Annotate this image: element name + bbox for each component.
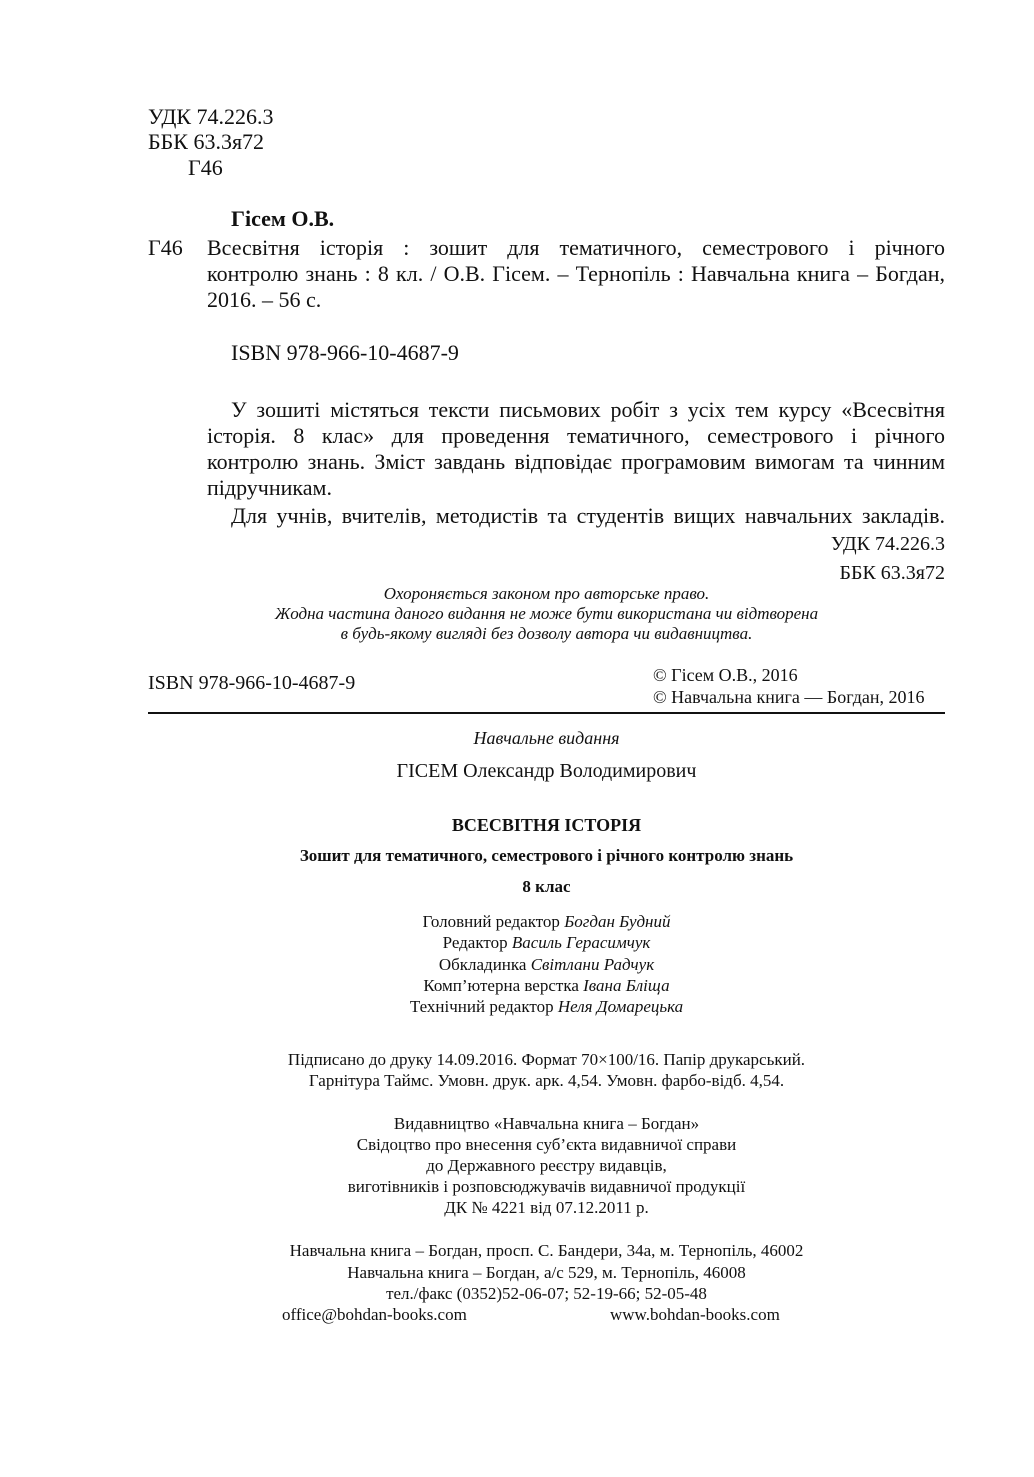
publisher-line: виготівників і розповсюджувачів видавничої продукції <box>347 1177 746 1196</box>
print-specs-line1: Підписано до друку 14.09.2016. Формат 70×100/16. Папір друкарський. <box>287 1050 806 1069</box>
annotation-audience: Для учнів, вчителів, методистів та студентів вищих навчальних закладів. <box>231 503 945 528</box>
copyright-publisher: © Навчальна книга — Богдан, 2016 <box>653 687 925 707</box>
address-line1: Навчальна книга – Богдан, просп. С. Бандери, 34а, м. Тернопіль, 46002 <box>289 1241 804 1260</box>
credit-role: Обкладинка <box>438 955 527 974</box>
author-full-name: ГІСЕМ Олександр Володимирович <box>396 760 697 782</box>
credit-role: Комп’ютерна верстка <box>423 976 579 995</box>
annotation-udk: УДК 74.226.3 <box>830 533 945 555</box>
author-sign: Г46 <box>188 155 223 180</box>
publisher-line: Свідоцтво про внесення суб’єкта видавничої справи <box>356 1135 737 1154</box>
credit-cover <box>148 954 945 975</box>
website-link[interactable]: www.bohdan-books.com <box>610 1305 780 1324</box>
record-description: контролю знань : 8 кл. / О.В. Гісем. – Тернопіль : Навчальна книга – Богдан, 2016. – 56 с. <box>207 261 945 312</box>
record-isbn: ISBN 978-966-10-4687-9 <box>231 340 459 365</box>
credit-name: Василь Герасимчук <box>511 933 651 952</box>
publisher-line: Видавництво «Навчальна книга – Богдан» <box>393 1114 700 1133</box>
isbn-bottom: ISBN 978-966-10-4687-9 <box>148 672 356 694</box>
credit-role: Технічний редактор <box>409 997 554 1016</box>
publisher-line: до Державного реєстру видавців, <box>426 1156 667 1175</box>
record-description-line1: Всесвітня історія : зошит для тематичного, семестрового і річного <box>207 235 945 260</box>
credit-role: Головний редактор <box>422 912 560 931</box>
book-title: ВСЕСВІТНЯ ІСТОРІЯ <box>451 815 642 835</box>
record-author: Гісем О.В. <box>231 206 335 231</box>
credit-layout <box>148 975 945 996</box>
credit-name: Неля Домарецька <box>557 997 684 1016</box>
address-line2: Навчальна книга – Богдан, а/с 529, м. Тернопіль, 46008 <box>347 1263 746 1282</box>
copyright-author: © Гісем О.В., 2016 <box>653 665 798 685</box>
credit-role: Редактор <box>442 933 508 952</box>
credit-chief-editor <box>148 911 945 932</box>
credit-name: Світлани Радчук <box>530 955 655 974</box>
record-code: Г46 <box>148 235 183 260</box>
separator-rule <box>148 712 945 714</box>
credit-editor <box>148 932 945 953</box>
credit-name: Богдан Будний <box>564 912 671 931</box>
credit-tech-editor <box>148 996 945 1017</box>
annotation-bbk: ББК 63.3я72 <box>839 562 945 584</box>
copyright-notice-line1: Охороняється законом про авторське право. <box>383 584 710 603</box>
edition-type: Навчальне видання <box>473 728 620 748</box>
credit-name: Івана Бліща <box>583 976 670 995</box>
book-grade: 8 клас <box>522 877 571 896</box>
book-subtitle: Зошит для тематичного, семестрового і річного контролю знань <box>299 846 794 865</box>
print-specs-line2: Гарнітура Таймс. Умовн. друк. арк. 4,54. Умовн. фарбо-відб. 4,54. <box>308 1071 785 1090</box>
email-link[interactable]: office@bohdan-books.com <box>282 1305 467 1324</box>
udk-code: УДК 74.226.3 <box>148 104 274 129</box>
publisher-line: ДК № 4221 від 07.12.2011 р. <box>444 1198 649 1217</box>
copyright-notice-line3: в будь-якому вигляді без дозволу автора чи видавництва. <box>340 624 753 643</box>
phones: тел./факс (0352)52-06-07; 52-19-66; 52-05-48 <box>386 1284 707 1303</box>
annotation-paragraph: У зошиті містяться тексти письмових робіт з усіх тем курсу «Всесвітня історія. 8 клас» для проведення тематичного, семестрового і річного контролю знань. Зміст завдань відповідає програмовим вимогам та чинним підручникам. <box>207 397 945 500</box>
bbk-code: ББК 63.3я72 <box>148 129 265 154</box>
copyright-notice-line2: Жодна частина даного видання не може бути використана чи відтворена <box>274 604 819 623</box>
